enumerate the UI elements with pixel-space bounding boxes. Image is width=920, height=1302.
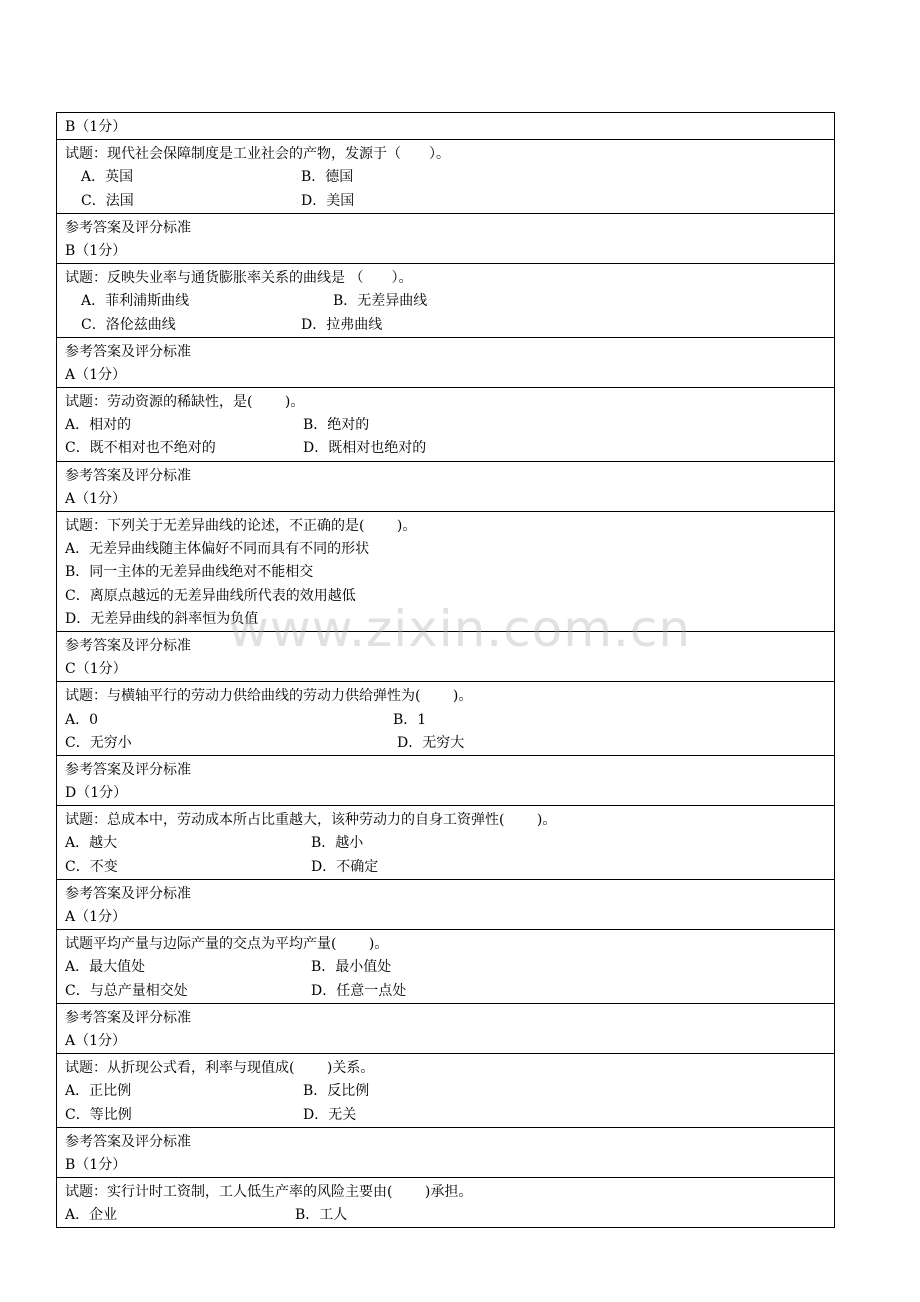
option-right: D．任意一点处 — [311, 982, 407, 999]
answer-value: B（1分） — [65, 242, 127, 259]
option-row — [65, 166, 834, 189]
option-line: D．无差异曲线的斜率恒为负值 — [65, 610, 259, 627]
question-text: 试题平均产量与边际产量的交点为平均产量( )。 — [65, 936, 389, 953]
question-text: 试题：下列关于无差异曲线的论述，不正确的是( )。 — [65, 518, 417, 534]
option-right: D．美国 — [301, 192, 355, 209]
question-block — [57, 264, 834, 338]
answer-value: A（1分） — [65, 490, 127, 507]
watermark: www.zixin.com.cn — [228, 600, 692, 658]
option-right: B．工人 — [295, 1207, 348, 1224]
question-block — [57, 388, 834, 462]
answer-block — [57, 756, 834, 806]
answer-value: C（1分） — [65, 661, 127, 678]
question-block — [57, 930, 834, 1004]
answer-value: B（1分） — [65, 1156, 127, 1173]
option-row — [65, 1080, 834, 1103]
answer-value: A（1分） — [65, 1032, 127, 1049]
option-right: B．最小值处 — [311, 959, 392, 976]
option-right: D．既相对也绝对的 — [303, 440, 427, 457]
question-text: 试题：实行计时工资制，工人低生产率的风险主要由( )承担。 — [65, 1184, 473, 1201]
option-row — [65, 1104, 834, 1127]
option-line: A．无差异曲线随主体偏好不同而具有不同的形状 — [65, 541, 370, 558]
question-block — [57, 512, 834, 632]
answer-heading: 参考答案及评分标准 — [65, 467, 191, 484]
option-row — [65, 980, 834, 1003]
option-right: D．无关 — [303, 1106, 357, 1123]
answer-block — [57, 880, 834, 930]
answer-block — [57, 632, 834, 682]
option-row — [65, 437, 834, 460]
option-row — [65, 190, 834, 213]
answer-block — [57, 1004, 834, 1054]
answer-heading: 参考答案及评分标准 — [65, 761, 191, 778]
answer-heading: 参考答案及评分标准 — [65, 343, 191, 360]
option-left: C．法国 — [81, 192, 134, 209]
option-row — [65, 414, 834, 437]
answer-heading: 参考答案及评分标准 — [65, 1009, 191, 1026]
option-row — [65, 956, 834, 979]
option-left: C．不变 — [65, 858, 118, 875]
option-right: D．无穷大 — [397, 734, 465, 751]
option-right: B．越小 — [311, 835, 364, 852]
option-right: B．无差异曲线 — [333, 293, 428, 310]
option-row — [65, 290, 834, 313]
option-row — [65, 832, 834, 855]
option-row — [65, 732, 834, 755]
option-line: B．同一主体的无差异曲线绝对不能相交 — [65, 564, 314, 581]
option-right: D．拉弗曲线 — [301, 316, 383, 333]
answer-value: D（1分） — [65, 785, 128, 802]
option-left: C．既不相对也不绝对的 — [65, 440, 216, 457]
question-text: 试题：总成本中，劳动成本所占比重越大，该种劳动力的自身工资弹性( )。 — [65, 812, 557, 829]
option-left: A．英国 — [81, 169, 134, 186]
question-block — [57, 682, 834, 756]
option-left: A．0 — [65, 711, 99, 728]
option-right: B．德国 — [301, 169, 354, 186]
answer-heading: B（1分） — [65, 119, 127, 135]
option-right: B．绝对的 — [303, 417, 370, 434]
question-block — [57, 806, 834, 880]
option-left: C．无穷小 — [65, 734, 132, 751]
option-left: C．洛伦兹曲线 — [81, 316, 176, 333]
option-left: A．相对的 — [65, 417, 132, 434]
answer-value: A（1分） — [65, 366, 127, 383]
answer-value: A（1分） — [65, 909, 127, 925]
answer-block — [57, 1128, 834, 1178]
answer-block — [57, 214, 834, 264]
question-text: 试题：反映失业率与通货膨胀率关系的曲线是 （ ）。 — [65, 270, 413, 287]
exam-document — [56, 112, 835, 1228]
option-left: C．等比例 — [65, 1106, 132, 1123]
option-right: B．1 — [393, 711, 427, 728]
option-left: C．与总产量相交处 — [65, 982, 188, 999]
option-right: D．不确定 — [311, 858, 379, 875]
answer-heading: 参考答案及评分标准 — [65, 1133, 191, 1150]
answer-heading: 参考答案及评分标准 — [65, 637, 191, 654]
answer-block — [57, 338, 834, 388]
answer-block — [57, 462, 834, 512]
question-text: 试题：与横轴平行的劳动力供给曲线的劳动力供给弹性为( )。 — [65, 688, 473, 705]
question-text: 试题：从折现公式看，利率与现值成( )关系。 — [65, 1060, 375, 1077]
option-left: A．越大 — [65, 835, 118, 852]
question-block — [57, 140, 834, 214]
option-row — [65, 709, 834, 732]
answer-block — [57, 113, 834, 140]
option-line: C．离原点越远的无差异曲线所代表的效用越低 — [65, 587, 356, 604]
option-row — [65, 314, 834, 337]
option-right: B．反比例 — [303, 1083, 370, 1100]
option-row — [65, 1204, 834, 1227]
option-left: A．企业 — [65, 1207, 118, 1224]
question-block — [57, 1054, 834, 1128]
option-row — [65, 856, 834, 879]
answer-heading: 参考答案及评分标准 — [65, 885, 191, 902]
question-text: 试题：现代社会保障制度是工业社会的产物，发源于（ ）。 — [65, 146, 450, 163]
question-block — [57, 1178, 834, 1228]
question-text: 试题：劳动资源的稀缺性，是( )。 — [65, 394, 305, 411]
option-left: A．菲利浦斯曲线 — [81, 293, 190, 310]
option-left: A．最大值处 — [65, 959, 146, 976]
answer-heading: 参考答案及评分标准 — [65, 219, 191, 236]
option-left: A．正比例 — [65, 1083, 132, 1100]
